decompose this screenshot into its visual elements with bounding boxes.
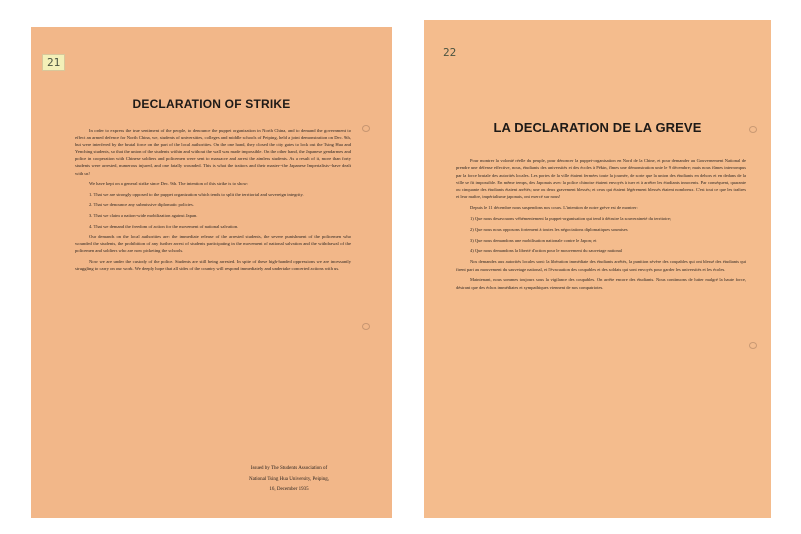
list-item: 1. That we are strongly opposed to the puppet organization which tends to split the territorial and sovereign integrity. [89,191,304,197]
punch-mark [749,126,757,133]
punch-mark [362,323,370,330]
signature-line: Issued by The Students Association of [250,466,328,471]
document-body [456,157,746,294]
punch-mark [749,342,757,349]
punch-mark [362,125,370,132]
list-item: 2. That we denounce any submissive diplomatic policies. [89,202,194,208]
document-body [75,127,351,276]
page-number: 22 [443,46,457,59]
paragraph: Pour montrer la volonté réelle du peuple, pour dénoncer la puppet-organisation en Nord de la Chine, et pour demander au Gouvernement National de prendre une défense effective, nous, étudiants des universités et des écoles à Pékin, fîmes une démonstration unie le 9 décembre; mais nous fûmes interrompus par la force brutale des autorités locales. Les portes de la ville étaient fermées toute la journée, de sorte que la union des étudiants en dehors et en dedans de la ville se fit impossible. En même temps, des Japonais avec la police chinoise étaient envoyés à tuer et à arrêter les étudiants innocents. Par conséquent, quarante ou cinquante des étudiants étaient arrêtés; une ou deux gravement blessés; et ceux qui étaient légèrement blessés étaient nombreux. C'est tout ce que les traîtres et leur maître, impérialisme japonais, ont exercé sur nous! [456,158,746,200]
signature-block [209,464,369,496]
left-document-page [31,27,392,518]
paragraph: Maintenant, nous sommes toujours sous la vigilance des coupables. On arrête encore des étudiants. Nous continuons de lutter malgré la haute force, désirant que des échos immédiates et sympathiques viennent de nos compatriotes. [456,277,746,290]
paragraph: We have kept on a general strike since Dec. 9th. The intention of this strike is to show: [89,181,249,187]
signature-line: National Tsing Hua University, Peiping, [248,476,330,482]
paragraph: Depuis le 11 décembre nous suspendons nos cours. L'intention de notre grève est de montrer: [470,205,638,211]
document-title: LA DECLARATION DE LA GREVE [493,120,702,135]
list-item: 4) Que nous demandons la liberté d'action pour le mouvement du sauvetage national [470,248,623,254]
document-title: DECLARATION OF STRIKE [132,97,291,111]
paragraph: Nos demandes aux autorités locales sont: la libération immédiate des étudiants arrêtés, la punition sévère des coupables qui ont blessé des étudiants qui firent part au mouvement du sauvetage national, et l'évacuation des coupables et des soldats qui sont envoyés pour garder les universités et les écoles. [456,259,746,272]
list-item: 1) Que nous desavouons véhémentement la puppet-organisation qui tend à détruire la souveraineté du territoire; [470,216,672,222]
list-item: 2) Que nous nous opposons fortement à toutes les négociations diplomatiques soumises [470,226,628,232]
signature-date: 16, December 1935 [269,487,309,492]
list-item: 3) Que nous demandons une mobilisation nationale contre le Japon; et [470,237,597,243]
paragraph: Our demands on the local authorities are: the immediate release of the arrested students, the severe punishment of the policemen who wounded the students, the prohibition of any further arrest of students participating in the movement of national salvation and the withdrawal of the policemen and soldiers who are now picketing the schools. [75,234,351,254]
paragraph: Now we are under the custody of the police. Students are still being arrested. In spite of these high-handed oppressions we are incessantly struggling to carry on our work. We deeply hope that all sides of the country will respond immediately and undertake concerted actions with us. [75,258,351,271]
list-item: 4. That we demand the freedom of action for the movement of national salvation. [89,223,239,229]
right-document-page [424,20,771,518]
paragraph: In order to express the true sentiment of the people, to denounce the puppet organization in North China, and to demand the government to effect an armed defence for North China, we, students of universities, colleges and middle schools of Peiping, held a joint demonstration on Dec. 9th, but were interfered by the brutal force on the part of the local authorities. On the one hand, they closed the city gates to lock out the Tsing Hua and Yenching students, so that the union of the students within and without the wall was made impossible. On the other hand, the Japanese gendarmes and police in cooperation with Chinese soldiers and policemen were sent to massacre and arrest the aimless students. As a result of it, more than forty students were arrested, numerous injured, and one fatally wounded. This is what the traitors and their master--the Japanese Imperialists--have dealt with us! [75,128,352,176]
list-item: 3. That we claim a nation-wide mobilization against Japan. [89,212,198,218]
page-number: 21 [42,54,65,71]
